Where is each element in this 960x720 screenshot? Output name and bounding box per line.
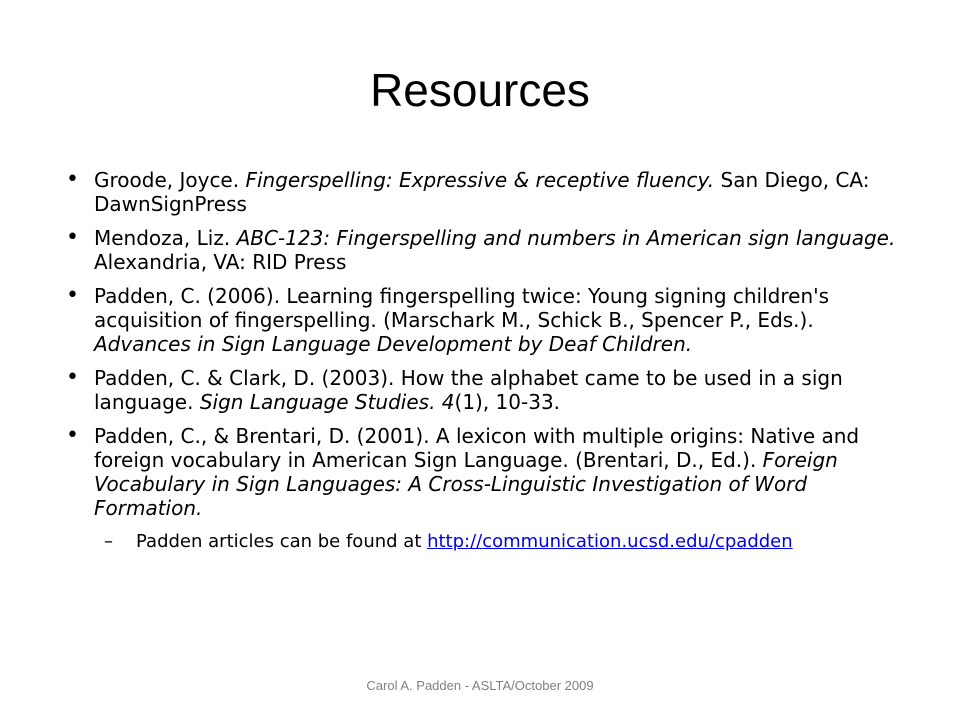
reference-text-part: (1), 10-33. xyxy=(454,390,561,414)
reference-text xyxy=(94,226,895,274)
bullet-icon: • xyxy=(66,225,79,250)
reference-text-part: San Diego, CA: DawnSignPress xyxy=(94,168,870,216)
reference-list xyxy=(66,167,914,554)
reference-item xyxy=(66,225,914,274)
reference-title: Advances in Sign Language Development by Deaf Children. xyxy=(94,332,693,356)
bullet-icon: • xyxy=(66,365,79,390)
reference-title: Foreign Vocabulary in Sign Languages: A Cross-Linguistic Investigation of Word Formation. xyxy=(94,448,838,520)
padden-articles-link[interactable]: http://communication.ucsd.edu/cpadden xyxy=(427,531,793,552)
reference-item xyxy=(66,365,914,414)
reference-text-part: Padden, C. & Clark, D. (2003). How the alphabet came to be used in a sign language. xyxy=(94,366,843,414)
bullet-icon: • xyxy=(66,283,79,308)
sub-note-text: Padden articles can be found at xyxy=(136,531,428,552)
reference-text-part: Groode, Joyce. xyxy=(94,168,246,192)
reference-text-part: Mendoza, Liz. xyxy=(94,226,237,250)
reference-title: ABC-123: Fingerspelling and numbers in American sign language. xyxy=(236,226,896,250)
bullet-icon: • xyxy=(66,423,79,448)
slide-footer: Carol A. Padden - ASLTA/October 2009 xyxy=(366,678,594,693)
sub-note xyxy=(104,530,914,554)
reference-item xyxy=(66,423,914,520)
dash-icon: – xyxy=(104,531,113,552)
reference-text-part: Padden, C., & Brentari, D. (2001). A lexicon with multiple origins: Native and foreign vocabulary in American Sign Language. (Brentari, D., Ed.). xyxy=(94,424,860,472)
reference-text xyxy=(94,424,859,520)
bullet-icon: • xyxy=(66,167,79,192)
reference-text xyxy=(94,168,869,216)
reference-text xyxy=(94,284,829,356)
reference-title: Fingerspelling: Expressive & receptive fluency. xyxy=(245,168,715,192)
reference-text-part: Alexandria, VA: RID Press xyxy=(94,250,347,274)
slide-title: Resources xyxy=(370,64,590,116)
reference-text-part: Padden, C. (2006). Learning fingerspelling twice: Young signing children's acquisition of fingerspelling. (Marschark M., Schick B., Spencer P., Eds.). xyxy=(94,284,830,332)
reference-item xyxy=(66,167,914,216)
reference-text xyxy=(94,366,843,414)
reference-item xyxy=(66,283,914,356)
reference-title: Sign Language Studies. 4 xyxy=(199,390,455,414)
